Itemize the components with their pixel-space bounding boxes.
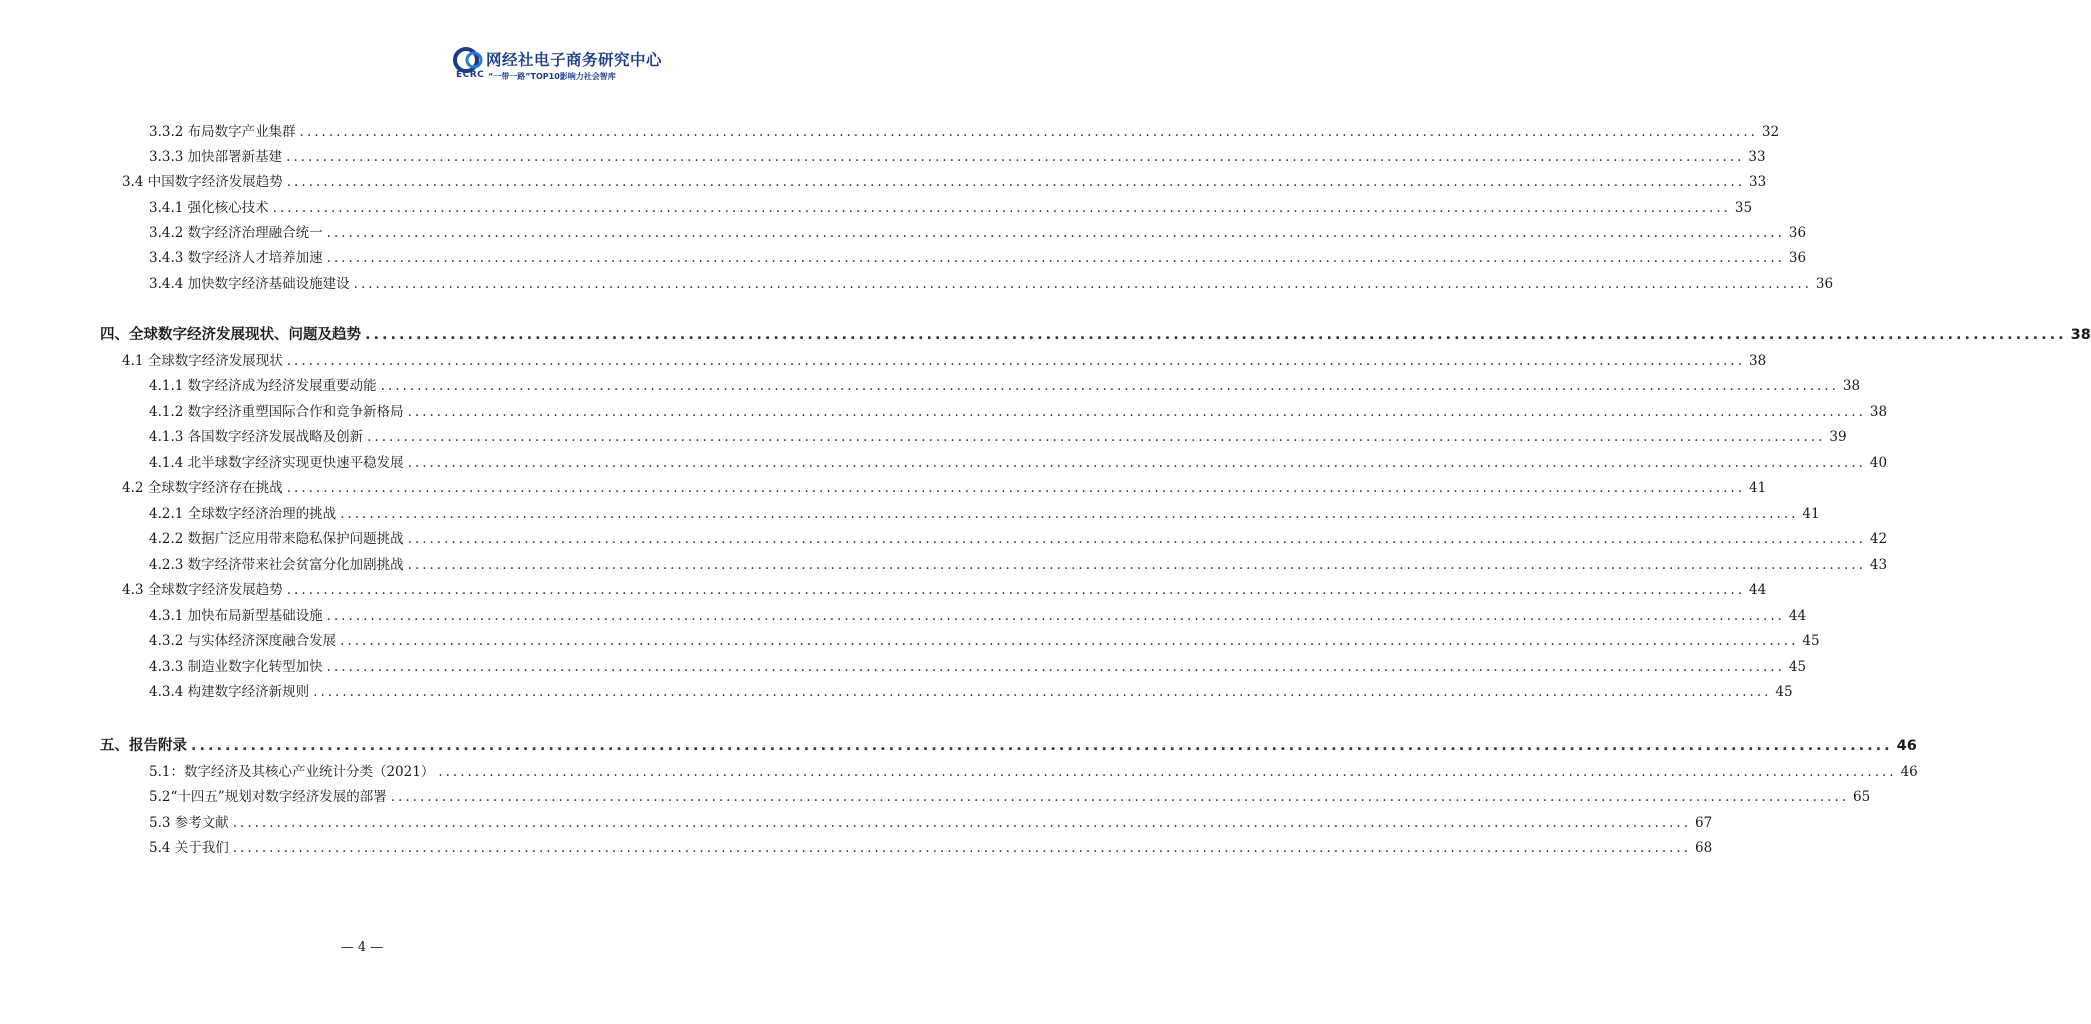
toc-entry-page: 33 (1748, 149, 1766, 165)
toc-entry-page: 38 (1749, 353, 1767, 369)
toc-leader-dots: ........................................................................................................................................................................................................ (286, 480, 1746, 496)
toc-entry-label: 3.4.3 数字经济人才培养加速 (149, 250, 323, 266)
toc-leader-dots: ........................................................................................................................................................................................................ (299, 124, 1758, 140)
toc-entry-page: 44 (1788, 608, 1807, 624)
toc-leader-dots: ........................................................................................................................................................................................................ (365, 327, 2067, 343)
toc-leader-dots: ........................................................................................................................................................................................................ (286, 353, 1746, 369)
toc-entry-page: 36 (1815, 276, 1834, 292)
toc-entry-page: 46 (1896, 738, 1917, 754)
toc-entry[interactable] (122, 476, 1767, 496)
toc-leader-dots: ........................................................................................................................................................................................................ (286, 149, 1745, 165)
toc-leader-dots: ........................................................................................................................................................................................................ (326, 250, 1785, 266)
toc-entry-label: 3.3.3 加快部署新基建 (149, 149, 283, 165)
toc-entry-page: 36 (1788, 250, 1807, 266)
toc-leader-dots: ........................................................................................................................................................................................................ (272, 200, 1731, 216)
toc-entry-page: 33 (1749, 174, 1767, 190)
toc-entry-label: 4.1 全球数字经济发展现状 (122, 353, 283, 369)
toc-entry[interactable] (100, 734, 1917, 754)
toc-entry-page: 38 (2070, 327, 2091, 343)
toc-leader-dots: ........................................................................................................................................................................................................ (191, 738, 1893, 754)
toc-entry-page: 44 (1749, 582, 1767, 598)
toc-entry-label: 3.4.1 强化核心技术 (149, 200, 269, 216)
toc-leader-dots: ........................................................................................................................................................................................................ (367, 429, 1826, 445)
toc-leader-dots: ........................................................................................................................................................................................................ (232, 840, 1692, 856)
toc-entry[interactable] (149, 502, 1820, 522)
toc-entry-label: 四、全球数字经济发展现状、问题及趋势 (100, 327, 361, 343)
toc-entry-page: 45 (1775, 684, 1793, 700)
toc-leader-dots: ........................................................................................................................................................................................................ (340, 506, 1799, 522)
toc-entry-label: 4.3.2 与实体经济深度融合发展 (149, 633, 337, 649)
toc-entry[interactable] (149, 272, 1834, 292)
toc-entry-page: 67 (1695, 815, 1713, 831)
toc-entry-label: 4.2.1 全球数字经济治理的挑战 (149, 506, 337, 522)
toc-entry-label: 4.1.3 各国数字经济发展战略及创新 (149, 429, 364, 445)
toc-leader-dots: ........................................................................................................................................................................................................ (286, 174, 1746, 190)
toc-entry[interactable] (149, 145, 1766, 165)
toc-entry-page: 36 (1788, 225, 1807, 241)
toc-entry-page: 42 (1869, 531, 1888, 547)
org-name: 网经社电子商务研究中心 (486, 51, 663, 69)
toc-entry[interactable] (100, 323, 2091, 343)
toc-entry[interactable] (149, 760, 1918, 780)
toc-entry[interactable] (149, 221, 1807, 241)
toc-entry-label: 5.4 关于我们 (149, 840, 229, 856)
toc-entry[interactable] (122, 578, 1767, 598)
toc-entry[interactable] (149, 527, 1888, 547)
toc-entry[interactable] (149, 604, 1807, 624)
toc-entry-page: 35 (1734, 200, 1753, 216)
toc-leader-dots: ........................................................................................................................................................................................................ (438, 764, 1897, 780)
toc-leader-dots: ........................................................................................................................................................................................................ (340, 633, 1799, 649)
header-logo (452, 46, 672, 86)
toc-entry[interactable] (149, 629, 1820, 649)
toc-entry-page: 43 (1869, 557, 1888, 573)
toc-entry-label: 4.3.1 加快布局新型基础设施 (149, 608, 323, 624)
toc-entry-label: 五、报告附录 (100, 738, 187, 754)
toc-entry-page: 46 (1900, 764, 1918, 780)
toc-entry[interactable] (149, 785, 1871, 805)
toc-entry-page: 38 (1842, 378, 1861, 394)
toc-entry[interactable] (149, 811, 1713, 831)
toc-entry-label: 3.4.2 数字经济治理融合统一 (149, 225, 323, 241)
toc-leader-dots: ........................................................................................................................................................................................................ (407, 404, 1866, 420)
toc-entry-page: 41 (1749, 480, 1767, 496)
toc-entry-label: 4.1.1 数字经济成为经济发展重要动能 (149, 378, 377, 394)
toc-entry-page: 40 (1869, 455, 1888, 471)
toc-entry[interactable] (149, 425, 1847, 445)
toc-leader-dots: ........................................................................................................................................................................................................ (407, 455, 1866, 471)
toc-leader-dots: ........................................................................................................................................................................................................ (407, 557, 1866, 573)
toc-leader-dots: ........................................................................................................................................................................................................ (353, 276, 1812, 292)
toc-entry-page: 41 (1802, 506, 1820, 522)
toc-entry-page: 45 (1788, 659, 1807, 675)
toc-entry-label: 5.2“十四五”规划对数字经济发展的部署 (149, 789, 387, 805)
toc-leader-dots: ........................................................................................................................................................................................................ (313, 684, 1772, 700)
toc-entry-label: 5.3 参考文献 (149, 815, 229, 831)
toc-entry[interactable] (149, 246, 1807, 266)
toc-entry[interactable] (149, 451, 1888, 471)
toc-entry[interactable] (149, 374, 1861, 394)
toc-leader-dots: ........................................................................................................................................................................................................ (326, 608, 1785, 624)
toc-entry-label: 4.3 全球数字经济发展趋势 (122, 582, 283, 598)
toc-entry-label: 4.3.4 构建数字经济新规则 (149, 684, 310, 700)
toc-entry[interactable] (149, 120, 1780, 140)
toc-entry[interactable] (149, 553, 1888, 573)
page-number: — 4 — (340, 940, 384, 955)
toc-entry[interactable] (122, 349, 1767, 369)
toc-entry-page: 68 (1695, 840, 1713, 856)
toc-leader-dots: ........................................................................................................................................................................................................ (286, 582, 1746, 598)
toc-entry-page: 45 (1802, 633, 1820, 649)
toc-leader-dots: ........................................................................................................................................................................................................ (232, 815, 1692, 831)
toc-leader-dots: ........................................................................................................................................................................................................ (326, 225, 1785, 241)
toc-entry-label: 3.3.2 布局数字产业集群 (149, 124, 296, 140)
toc-entry-label: 3.4.4 加快数字经济基础设施建设 (149, 276, 350, 292)
toc-entry-label: 5.1：数字经济及其核心产业统计分类（2021） (149, 764, 435, 780)
toc-leader-dots: ........................................................................................................................................................................................................ (407, 531, 1866, 547)
toc-entry[interactable] (149, 196, 1753, 216)
toc-entry-label: 4.1.4 北半球数字经济实现更快速平稳发展 (149, 455, 404, 471)
toc-leader-dots: ........................................................................................................................................................................................................ (380, 378, 1839, 394)
toc-entry-label: 4.1.2 数字经济重塑国际合作和竞争新格局 (149, 404, 404, 420)
org-tagline: “一带一路”TOP10影响力社会智库 (488, 72, 616, 81)
toc-entry[interactable] (149, 655, 1807, 675)
toc-entry-page: 65 (1853, 789, 1871, 805)
toc-entry-label: 4.2 全球数字经济存在挑战 (122, 480, 283, 496)
logo-abbrev: ECRC (456, 70, 485, 80)
toc-entry[interactable] (149, 680, 1793, 700)
toc-entry-page: 39 (1829, 429, 1847, 445)
toc-entry[interactable] (122, 170, 1767, 190)
toc-entry-label: 4.2.3 数字经济带来社会贫富分化加剧挑战 (149, 557, 404, 573)
toc-leader-dots: ........................................................................................................................................................................................................ (390, 789, 1850, 805)
toc-leader-dots: ........................................................................................................................................................................................................ (326, 659, 1785, 675)
toc-entry-label: 4.3.3 制造业数字化转型加快 (149, 659, 323, 675)
toc-entry-page: 32 (1761, 124, 1780, 140)
toc-entry-page: 38 (1869, 404, 1888, 420)
toc-entry-label: 3.4 中国数字经济发展趋势 (122, 174, 283, 190)
toc-entry-label: 4.2.2 数据广泛应用带来隐私保护问题挑战 (149, 531, 404, 547)
toc-entry[interactable] (149, 836, 1713, 856)
toc-entry[interactable] (149, 400, 1888, 420)
